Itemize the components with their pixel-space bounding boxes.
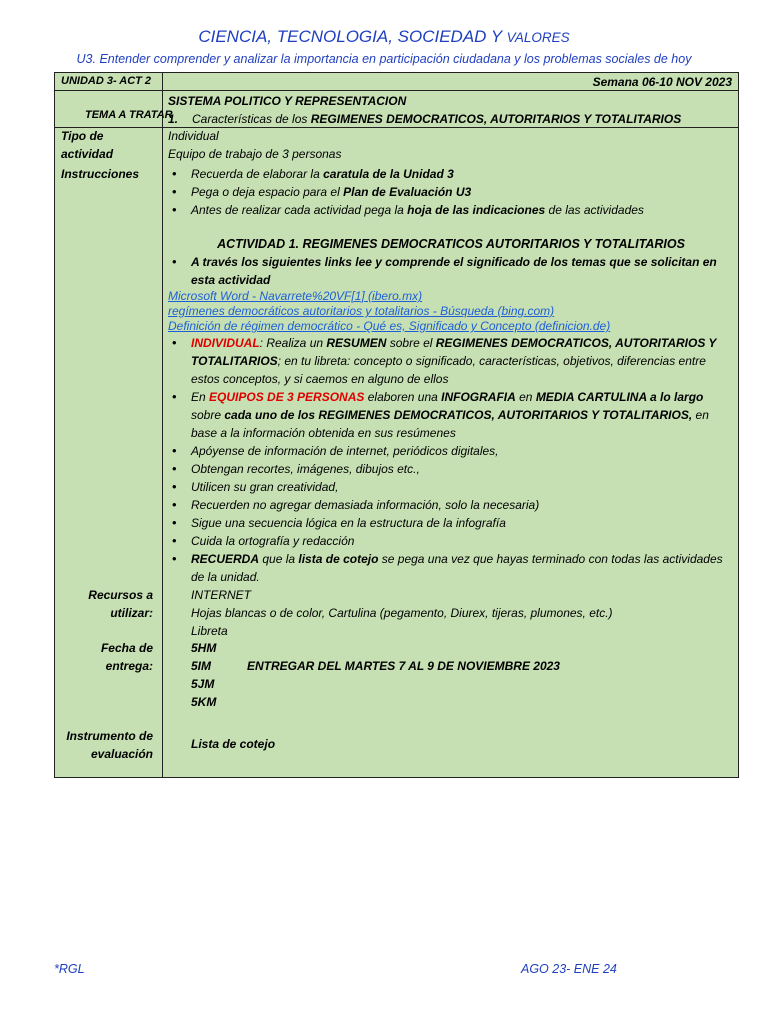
tipo-label-line2: actividad: [61, 147, 114, 161]
column-divider: [162, 73, 163, 777]
footer-left: *RGL: [54, 962, 85, 976]
tipo-content: [168, 127, 734, 163]
recursos-label: Recursos a utilizar:: [88, 588, 153, 620]
link-ibero[interactable]: Microsoft Word - Navarrete%20VF[1] (ibero.mx): [168, 289, 423, 303]
tema-title: SISTEMA POLITICO Y REPRESENTACION: [168, 94, 407, 108]
title-small: VALORES: [506, 30, 570, 45]
list-item: • Obtengan recortes, imágenes, dibujos etc.,: [168, 460, 734, 478]
group-5im: 5IM ENTREGAR DEL MARTES 7 AL 9 DE NOVIEMBRE 2023: [191, 659, 560, 673]
document-subtitle: U3. Entender comprender y analizar la importancia en participación ciudadana y los problemas sociales de hoy: [76, 52, 692, 66]
fecha-content: [191, 639, 757, 711]
tema-item-number: 1.: [168, 112, 179, 126]
list-item-recuerda: • RECUERDA que la lista de cotejo se pega una vez que hayas terminado con todas las actividades de la unidad.: [168, 550, 734, 586]
list-item-individual: • INDIVIDUAL: Realiza un RESUMEN sobre el REGIMENES DEMOCRATICOS, AUTORITARIOS Y TOTALITARIOS; en tu libreta: concepto o significado, características, objetivos, diferencias entre estos conceptos, y si caemos en alguno de ellos: [168, 334, 734, 388]
activity-table: [54, 72, 739, 778]
list-item: • Recuerda de elaborar la caratula de la Unidad 3: [168, 165, 734, 183]
footer-right: AGO 23- ENE 24: [521, 962, 617, 976]
tema-item-text: Características de los: [192, 112, 311, 126]
list-item: • Cuida la ortografía y redacción: [168, 532, 734, 550]
tema-label: TEMA A TRATAR: [85, 109, 173, 121]
list-item: • Antes de realizar cada actividad pega la hoja de las indicaciones de las actividades: [168, 201, 734, 219]
tema-item-bold: REGIMENES DEMOCRATICOS, AUTORITARIOS Y TOTALITARIOS: [310, 112, 682, 126]
tipo-label-line1: Tipo de: [61, 129, 104, 143]
instrumento-content: Lista de cotejo: [191, 737, 276, 751]
link-definicion[interactable]: Definición de régimen democrático - Qué es, Significado y Concepto (definicion.de): [168, 319, 611, 333]
actividad-heading: ACTIVIDAD 1. REGIMENES DEMOCRATICOS AUTORITARIOS Y TOTALITARIOS: [217, 237, 685, 251]
fecha-label: Fecha de entrega:: [100, 641, 153, 673]
list-item-equipos: • En EQUIPOS DE 3 PERSONAS elaboren una INFOGRAFIA en MEDIA CARTULINA a lo largo sobre cada uno de los REGIMENES DEMOCRATICOS, AUTORITARIOS Y TOTALITARIOS, en base a la información obtenida en sus resúmenes: [168, 388, 734, 442]
title-main: CIENCIA, TECNOLOGIA, SOCIEDAD Y: [198, 27, 507, 46]
list-item: • Utilicen su gran creatividad,: [168, 478, 734, 496]
entrega-note: ENTREGAR DEL MARTES 7 AL 9 DE NOVIEMBRE 2023: [247, 659, 560, 673]
tema-content: [168, 92, 734, 128]
list-item: • Recuerden no agregar demasiada información, solo la necesaria): [168, 496, 734, 514]
link-bing[interactable]: regímenes democráticos autoritarios y totalitarios - Búsqueda (bing.com): [168, 304, 555, 318]
instrucciones-label: Instrucciones: [61, 167, 140, 181]
actividad-intro-list: [168, 253, 734, 289]
list-item: • A través los siguientes links lee y comprende el significado de los temas que se solicitan en esta actividad: [168, 253, 734, 289]
instrucciones-list: [168, 165, 734, 219]
tipo-equipo: Equipo de trabajo de 3 personas: [168, 147, 342, 161]
list-item: • Pega o deja espacio para el Plan de Evaluación U3: [168, 183, 734, 201]
unidad-label: UNIDAD 3- ACT 2: [61, 75, 152, 87]
document-title: [0, 27, 768, 47]
instrucciones-content: [168, 165, 734, 586]
group-5km: 5KM: [191, 695, 217, 709]
group-5jm: 5JM: [191, 677, 215, 691]
reference-links: [168, 289, 734, 334]
recursos-content: [191, 586, 757, 640]
tipo-label: [61, 127, 113, 163]
recurso-libreta: Libreta: [191, 624, 228, 638]
recurso-internet: INTERNET: [191, 588, 251, 602]
actividad-tasks-list: [168, 334, 734, 586]
group-5hm: 5HM: [191, 641, 217, 655]
semana-label: Semana 06-10 NOV 2023: [592, 75, 732, 89]
list-item: • Sigue una secuencia lógica en la estructura de la infografía: [168, 514, 734, 532]
list-item: • Apóyense de información de internet, periódicos digitales,: [168, 442, 734, 460]
recurso-materiales: Hojas blancas o de color, Cartulina (pegamento, Diurex, tijeras, plumones, etc.): [191, 606, 613, 620]
tipo-individual: Individual: [168, 129, 219, 143]
instrumento-label: Instrumento de evaluación: [66, 729, 153, 761]
